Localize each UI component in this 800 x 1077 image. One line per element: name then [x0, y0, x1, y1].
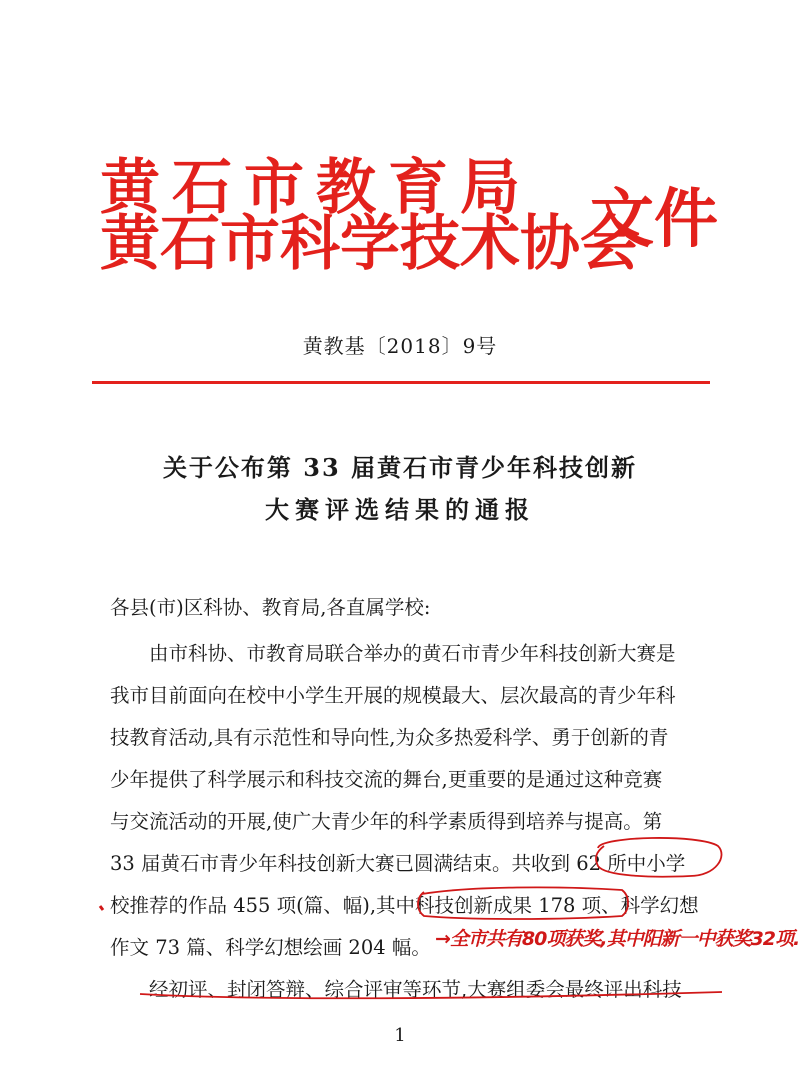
document-number: 黄教基〔2018〕9号 [302, 334, 498, 358]
paragraph-line: 经初评、封闭答辩、综合评审等环节,大赛组委会最终评出科技 [110, 978, 682, 1001]
page-number: 1 [394, 1025, 406, 1046]
paragraph-line: 与交流活动的开展,使广大青少年的科学素质得到培养与提高。第 [110, 810, 663, 833]
paragraph-line: 33 届黄石市青少年科技创新大赛已圆满结束。共收到 62 所中小学 [110, 852, 686, 875]
ink-circle-62-schools [596, 838, 722, 877]
paragraph-line: 技教育活动,具有示范性和导向性,为众多热爱科学、勇于创新的青 [110, 726, 669, 749]
ink-underline-last-line [140, 992, 722, 998]
salutation: 各县(市)区科协、教育局,各直属学校: [110, 596, 431, 619]
paragraph-line: 作文 73 篇、科学幻想绘画 204 幅。 [110, 936, 431, 959]
paragraph-line: 我市目前面向在校中小学生开展的规模最大、层次最高的青少年科 [110, 684, 676, 707]
paragraph-line: 由市科协、市教育局联合举办的黄石市青少年科技创新大赛是 [110, 642, 676, 665]
issuer-line-education-bureau: 黄石市教育局 [100, 153, 532, 223]
document-type-label: 文件 [590, 182, 718, 257]
title-line-1: 关于公布第 33 届黄石市青少年科技创新 [162, 453, 638, 482]
handwritten-annotation: →全市共有80项获奖,其中阳新一中获奖32项. [435, 928, 800, 950]
issuer-line-science-association: 黄石市科学技术协会 [100, 209, 640, 279]
title-line-2: 大赛评选结果的通报 [265, 495, 535, 524]
ink-box-178 [418, 887, 628, 919]
ink-dot-left [100, 906, 103, 910]
paragraph-line: 少年提供了科学展示和科技交流的舞台,更重要的是通过这种竞赛 [110, 768, 663, 791]
paragraph-line: 校推荐的作品 455 项(篇、幅),其中科技创新成果 178 项、科学幻想 [110, 894, 699, 917]
